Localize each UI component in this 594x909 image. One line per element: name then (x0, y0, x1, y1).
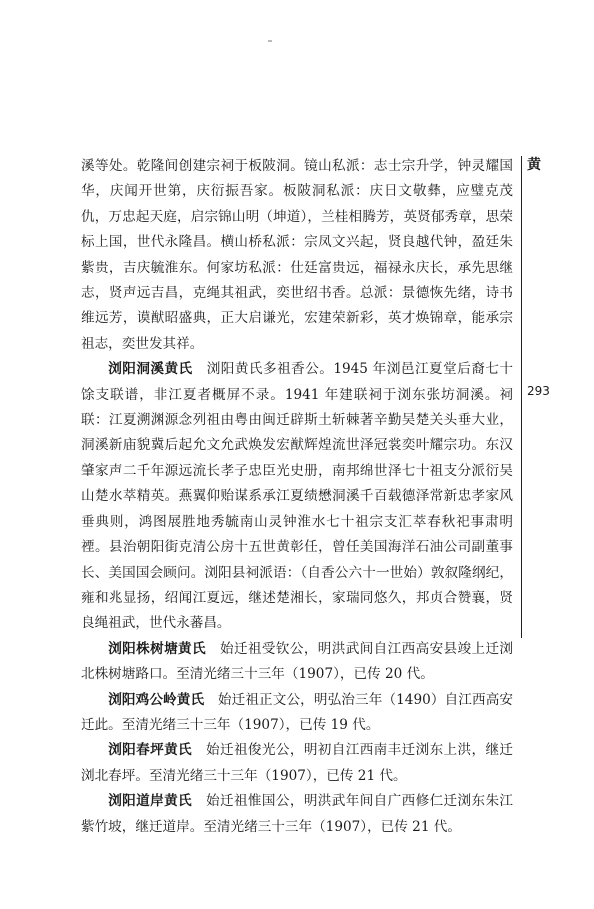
entry-title: 浏阳洞溪黄氏 (108, 361, 193, 378)
paragraph-body: 始迁祖正文公，明弘治三年（1490）自江西高安迁此。至清光绪三十三年（1907），已传 19 代。 (81, 691, 514, 733)
paragraph-entry (81, 789, 513, 840)
entry-title: 浏阳株树塘黄氏 (108, 640, 206, 657)
paragraph-body: 始迁祖俊光公，明初自江西南丰迁浏东上洪，继迁浏北春坪。至清光绪三十三年（1907），已传 21 代。 (81, 742, 514, 784)
paragraph-continued (81, 154, 513, 357)
page-top-mark (268, 40, 272, 42)
paragraph-body: 始迁祖惟国公，明洪武年间自广西修仁迁浏东朱江紫竹坡，继迁道岸。至清光绪三十三年（1907），已传 21 代。 (81, 793, 514, 835)
entry-title: 浏阳鸡公岭黄氏 (108, 691, 205, 708)
paragraph-body: 浏阳黄氏多祖香公。1945 年浏邑江夏堂后裔七十馀支联谱，非江夏者概屏不录。1941 年建联祠于浏东张坊洞溪。祠联：江夏溯渊源念列祖由粤由闽迁辟斯土斩棘著辛勤吴楚关头垂大业，洞溪新庙貌冀后起允文允武焕发宏猷辉煌流世泽冠裳奕叶耀宗功。东汉肇家声二千年源远流长孝子忠臣光史册，南邦绵世泽七十祖支分派衍吴山楚水萃精英。燕翼仰贻谋系承江夏绩懋洞溪千百载德泽常新忠孝家风垂典则，鸿图展胜地秀毓南山灵钟淮水七十祖宗支汇萃春秋祀事肃明禋。县治朝阳街克清公房十五世黄彰任，曾任美国海洋石油公司副董事长、美国国会顾问。浏阳县祠派语：（自香公六十一世始）敦叙隆纲纪，雍和兆显扬，绍闻江夏远，继述楚湘长，家瑞同悠久，邦贞合赞襄，贤良绳祖武，世代永蕃昌。 (81, 361, 513, 632)
main-text (81, 154, 513, 840)
paragraph-entry (81, 688, 513, 739)
margin-divider-line (521, 156, 522, 638)
entry-title: 浏阳道岸黄氏 (108, 793, 193, 810)
entry-title: 浏阳春坪黄氏 (108, 742, 193, 759)
paragraph-entry (81, 738, 513, 789)
page-number: 293 (527, 384, 550, 398)
side-index-character: 黄 (527, 157, 541, 173)
paragraph-body: 溪等处。乾隆间创建宗祠于板陂洞。镜山私派：志士宗升学，钟灵耀国华，庆闻开世第，庆衍振吾家。板陂洞私派：庆日文敬彝，应璧克茂仇，万忠起天庭，启宗锦山明（坤道），兰桂相腾芳，英贤郁秀章，思荣标上国，世代永隆昌。横山桥私派：宗凤文兴起，贤良越代钟，盈廷朱紫贵，吉庆毓淮东。何家坊私派：仕廷富贵远，福禄永庆长，承先思继志，贤声远吉昌，克绳其祖武，奕世绍书香。总派：景德恢先绪，诗书维远芳，谟猷昭盛典，正大启谦光，宏建荣新彩，英才焕锦章，能承宗祖志，奕世发其祥。 (81, 158, 513, 352)
paragraph-entry (81, 637, 513, 688)
paragraph-entry (81, 357, 513, 636)
paragraph-body: 始迁祖受钦公，明洪武间自江西高安县竣上迁浏北株树塘路口。至清光绪三十三年（1907），已传 20 代。 (81, 640, 514, 683)
